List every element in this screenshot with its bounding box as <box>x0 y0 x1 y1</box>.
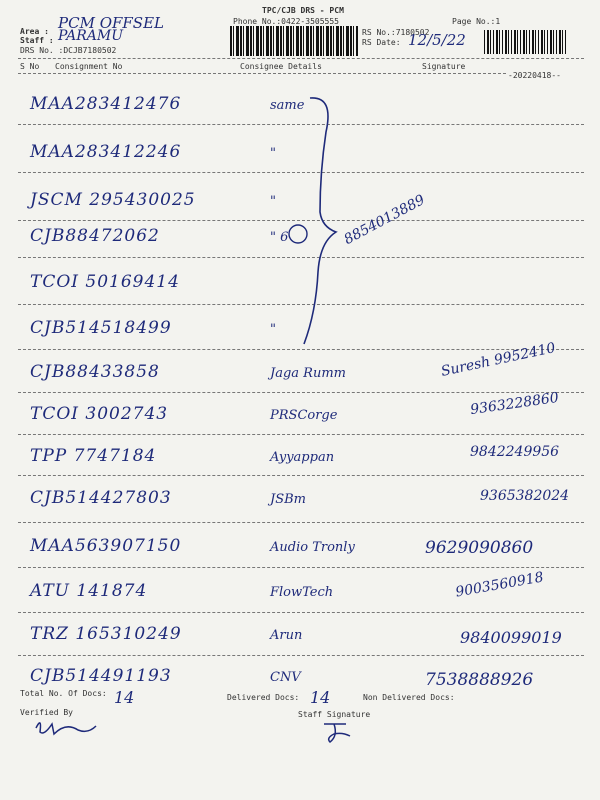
table-row <box>0 440 600 484</box>
signature-text: 9629090860 <box>425 538 534 558</box>
consignment-number: CJB88433858 <box>30 362 160 382</box>
consignment-number: ATU 141874 <box>30 581 148 601</box>
signature-text: 9003560918 <box>454 569 545 601</box>
staff-label: Staff : <box>20 36 54 45</box>
barcode <box>230 26 358 56</box>
signature-text: 7538888926 <box>425 670 534 690</box>
consignee-name: same <box>270 98 305 113</box>
consignment-number: TRZ 165310249 <box>30 624 182 644</box>
date-stamp: -20220418-- <box>508 71 561 80</box>
consignment-number: TCOI 3002743 <box>30 404 169 424</box>
consignee-name: " <box>270 322 276 337</box>
consignee-name: CNV <box>270 670 301 685</box>
consignee-name: Arun <box>270 628 303 643</box>
consignee-name: JSBm <box>270 492 306 507</box>
consignment-number: MAA283412246 <box>30 142 182 162</box>
signature-text: Suresh 9952410 <box>439 340 557 380</box>
consignee-name: Audio Tronly <box>270 540 355 555</box>
rs-date-handwritten: 12/5/22 <box>408 31 466 49</box>
row-divider <box>18 612 584 613</box>
columns-divider <box>18 73 506 74</box>
consignment-number: JSCM 295430025 <box>30 190 196 210</box>
consignee-name: FlowTech <box>270 585 334 600</box>
consignee-name: " <box>270 194 276 209</box>
header-divider <box>18 58 584 59</box>
consignee-name: Ayyappan <box>270 450 335 465</box>
signature-text: 8854013889 <box>341 192 428 248</box>
delivered-docs-label: Delivered Docs: <box>227 693 300 702</box>
col-consignee: Consignee Details <box>240 62 322 71</box>
document-title: TPC/CJB DRS - PCM <box>262 6 344 15</box>
consignee-name: Jaga Rumm <box>270 366 346 381</box>
barcode-secondary <box>484 30 568 54</box>
table-row <box>0 389 600 442</box>
row-divider <box>18 655 584 656</box>
col-signature: Signature <box>422 62 466 71</box>
total-docs-label: Total No. Of Docs: <box>20 689 107 698</box>
consignee-name: " <box>270 146 276 161</box>
verifier-signature <box>30 714 100 740</box>
row-divider <box>18 475 584 476</box>
consignment-number: TCOI 50169414 <box>30 272 180 292</box>
signature-text: 9842249956 <box>470 444 560 460</box>
table-row <box>0 482 600 526</box>
consignment-number: CJB514518499 <box>30 318 172 338</box>
signature-text: 9840099019 <box>460 628 562 647</box>
delivered-docs-value: 14 <box>310 688 331 707</box>
area-label: Area : <box>20 27 49 36</box>
phone-number: Phone No.:0422-3505555 <box>233 17 339 26</box>
col-sno: S No <box>20 62 40 71</box>
signature-text: 9363228860 <box>469 389 560 419</box>
row-divider <box>18 434 584 435</box>
consignment-number: CJB514427803 <box>30 488 172 508</box>
drs-number: DRS No. :DCJB7180502 <box>20 46 117 55</box>
total-docs-value: 14 <box>114 688 135 707</box>
staff-signature <box>316 718 356 746</box>
verified-by-label: Verified By <box>20 708 73 717</box>
staff-handwritten: PARAMU <box>58 28 124 44</box>
row-divider <box>18 567 584 568</box>
consignment-number: CJB514491193 <box>30 666 172 686</box>
consignment-number: MAA563907150 <box>30 536 182 556</box>
circled-mark <box>286 222 310 246</box>
consignee-name: PRSCorge <box>270 408 338 423</box>
page-number: Page No.:1 <box>452 17 501 26</box>
non-delivered-docs-label: Non Delivered Docs: <box>363 693 455 702</box>
area-handwritten: PCM OFFSEL <box>58 14 164 32</box>
consignment-number: CJB88472062 <box>30 226 160 246</box>
row-divider <box>18 522 584 523</box>
signature-text: 9365382024 <box>480 488 570 504</box>
col-consignment: Consignment No <box>55 62 123 71</box>
consignment-number: MAA283412476 <box>30 94 182 114</box>
consignee-name: " 6 <box>270 230 289 245</box>
row-divider <box>18 392 584 393</box>
table-row <box>0 340 600 400</box>
rs-number: RS No.:7180502 <box>362 28 430 37</box>
rs-date-label: RS Date: <box>362 38 401 47</box>
staff-signature-label: Staff Signature <box>298 710 371 719</box>
consignment-number: TPP 7747184 <box>30 446 157 466</box>
